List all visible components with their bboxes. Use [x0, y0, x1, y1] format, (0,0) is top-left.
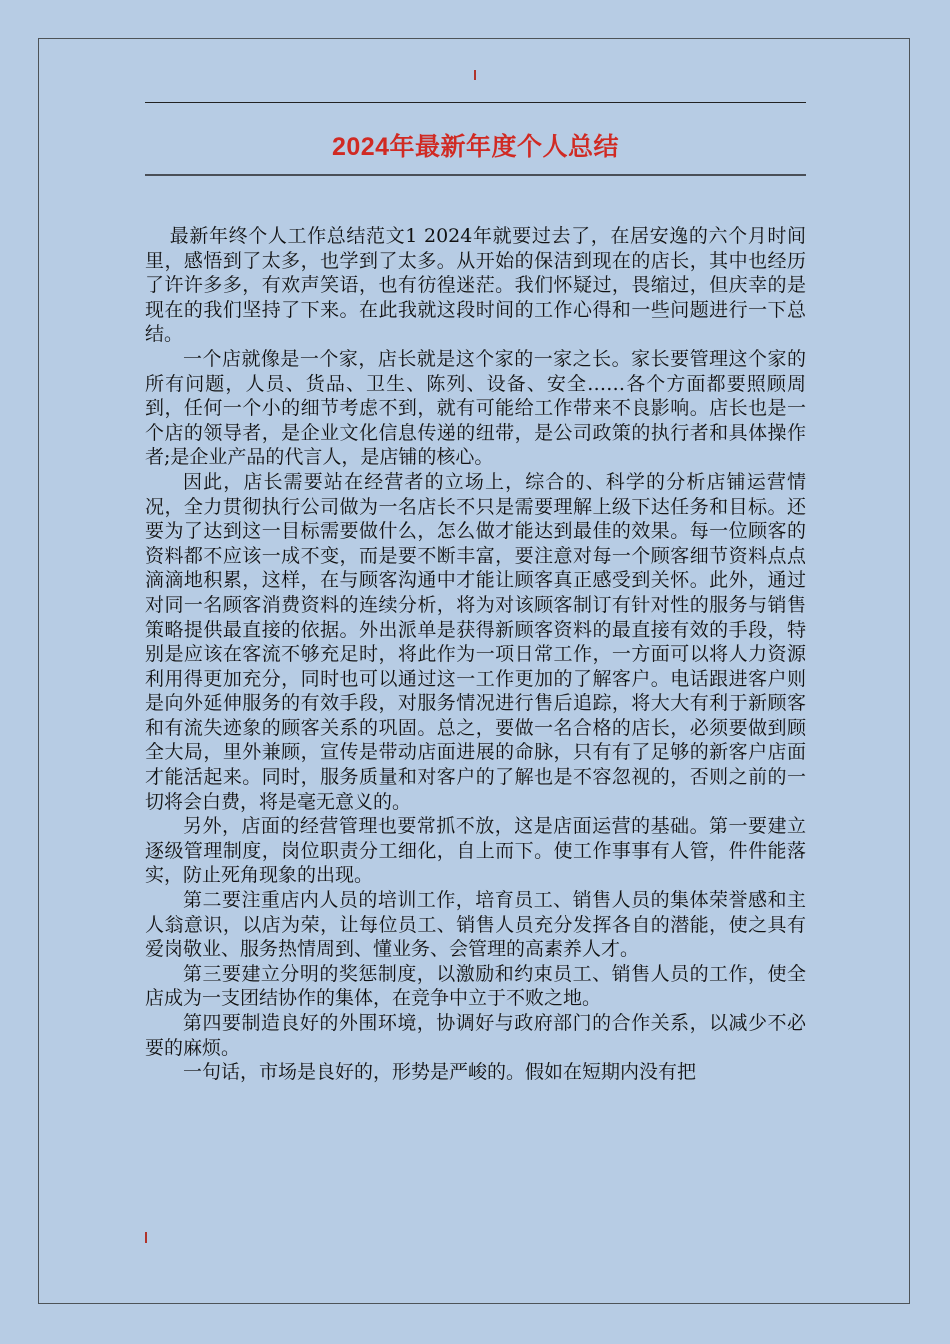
paragraph: 一个店就像是一个家，店长就是这个家的一家之长。家长要管理这个家的所有问题，人员、货品、卫生、陈列、设备、安全……各个方面都要照顾周到，任何一个小的细节考虑不到，就有可能给工作带来不良影响。店长也是一个店的领导者，是企业文化信息传递的纽带，是公司政策的执行者和具体操作者;是企业产品的代言人，是店铺的核心。: [145, 347, 806, 469]
paragraph: 因此，店长需要站在经营者的立场上，综合的、科学的分析店铺运营情况，全力贯彻执行公司做为一名店长不只是需要理解上级下达任务和目标。还要为了达到这一目标需要做什么，怎么做才能达到最佳的效果。每一位顾客的资料都不应该一成不变，而是要不断丰富，要注意对每一个顾客细节资料点点滴滴地积累，这样，在与顾客沟通中才能让顾客真正感受到关怀。此外，通过对同一名顾客消费资料的连续分析，将为对该顾客制订有针对性的服务与销售策略提供最直接的依据。外出派单是获得新顾客资料的最直接有效的手段，特别是应该在客流不够充足时，将此作为一项日常工作，一方面可以将人力资源利用得更加充分，同时也可以通过这一工作更加的了解客户。电话跟进客户则是向外延伸服务的有效手段，对服务情况进行售后追踪，将大大有利于新顾客和有流失迹象的顾客关系的巩固。总之，要做一名合格的店长，必须要做到顾全大局，里外兼顾，宣传是带动店面进展的命脉，只有有了足够的新客户店面才能活起来。同时，服务质量和对客户的了解也是不容忽视的，否则之前的一切将会白费，将是毫无意义的。: [145, 470, 806, 813]
header-rule: [145, 102, 806, 103]
page-title: 2024年最新年度个人总结: [331, 133, 620, 161]
paragraph: 另外，店面的经营管理也要常抓不放，这是店面运营的基础。第一要建立逐级管理制度，岗位职责分工细化，自上而下。使工作事事有人管，件件能落实，防止死角现象的出现。: [145, 815, 806, 887]
paragraph: 一句话，市场是良好的，形势是严峻的。假如在短期内没有把: [183, 1061, 697, 1084]
footer-mark: [145, 1232, 147, 1243]
paragraph: 第三要建立分明的奖惩制度，以激励和约束员工、销售人员的工作，使全店成为一支团结协作的集体，在竞争中立于不败之地。: [145, 962, 806, 1010]
header-mark: [474, 70, 476, 80]
paragraph: 第二要注重店内人员的培训工作，培育员工、销售人员的集体荣誉感和主人翁意识，以店为荣，让每位员工、销售人员充分发挥各自的潜能，使之具有爱岗敬业、服务热情周到、懂业务、会管理的高素养人才。: [145, 889, 806, 961]
title-rule: [145, 174, 806, 176]
paragraph: 第四要制造良好的外围环境，协调好与政府部门的合作关系，以减少不必要的麻烦。: [145, 1012, 806, 1059]
document-body: [145, 224, 806, 1085]
paragraph: 最新年终个人工作总结范文1 2024年就要过去了，在居安逸的六个月时间里，感悟到了太多，也学到了太多。从开始的保洁到现在的店长，其中也经历了许许多多，有欢声笑语，也有彷徨迷茫。我们怀疑过，畏缩过，但庆幸的是现在的我们坚持了下来。在此我就这段时间的工作心得和一些问题进行一下总结。: [145, 225, 806, 346]
